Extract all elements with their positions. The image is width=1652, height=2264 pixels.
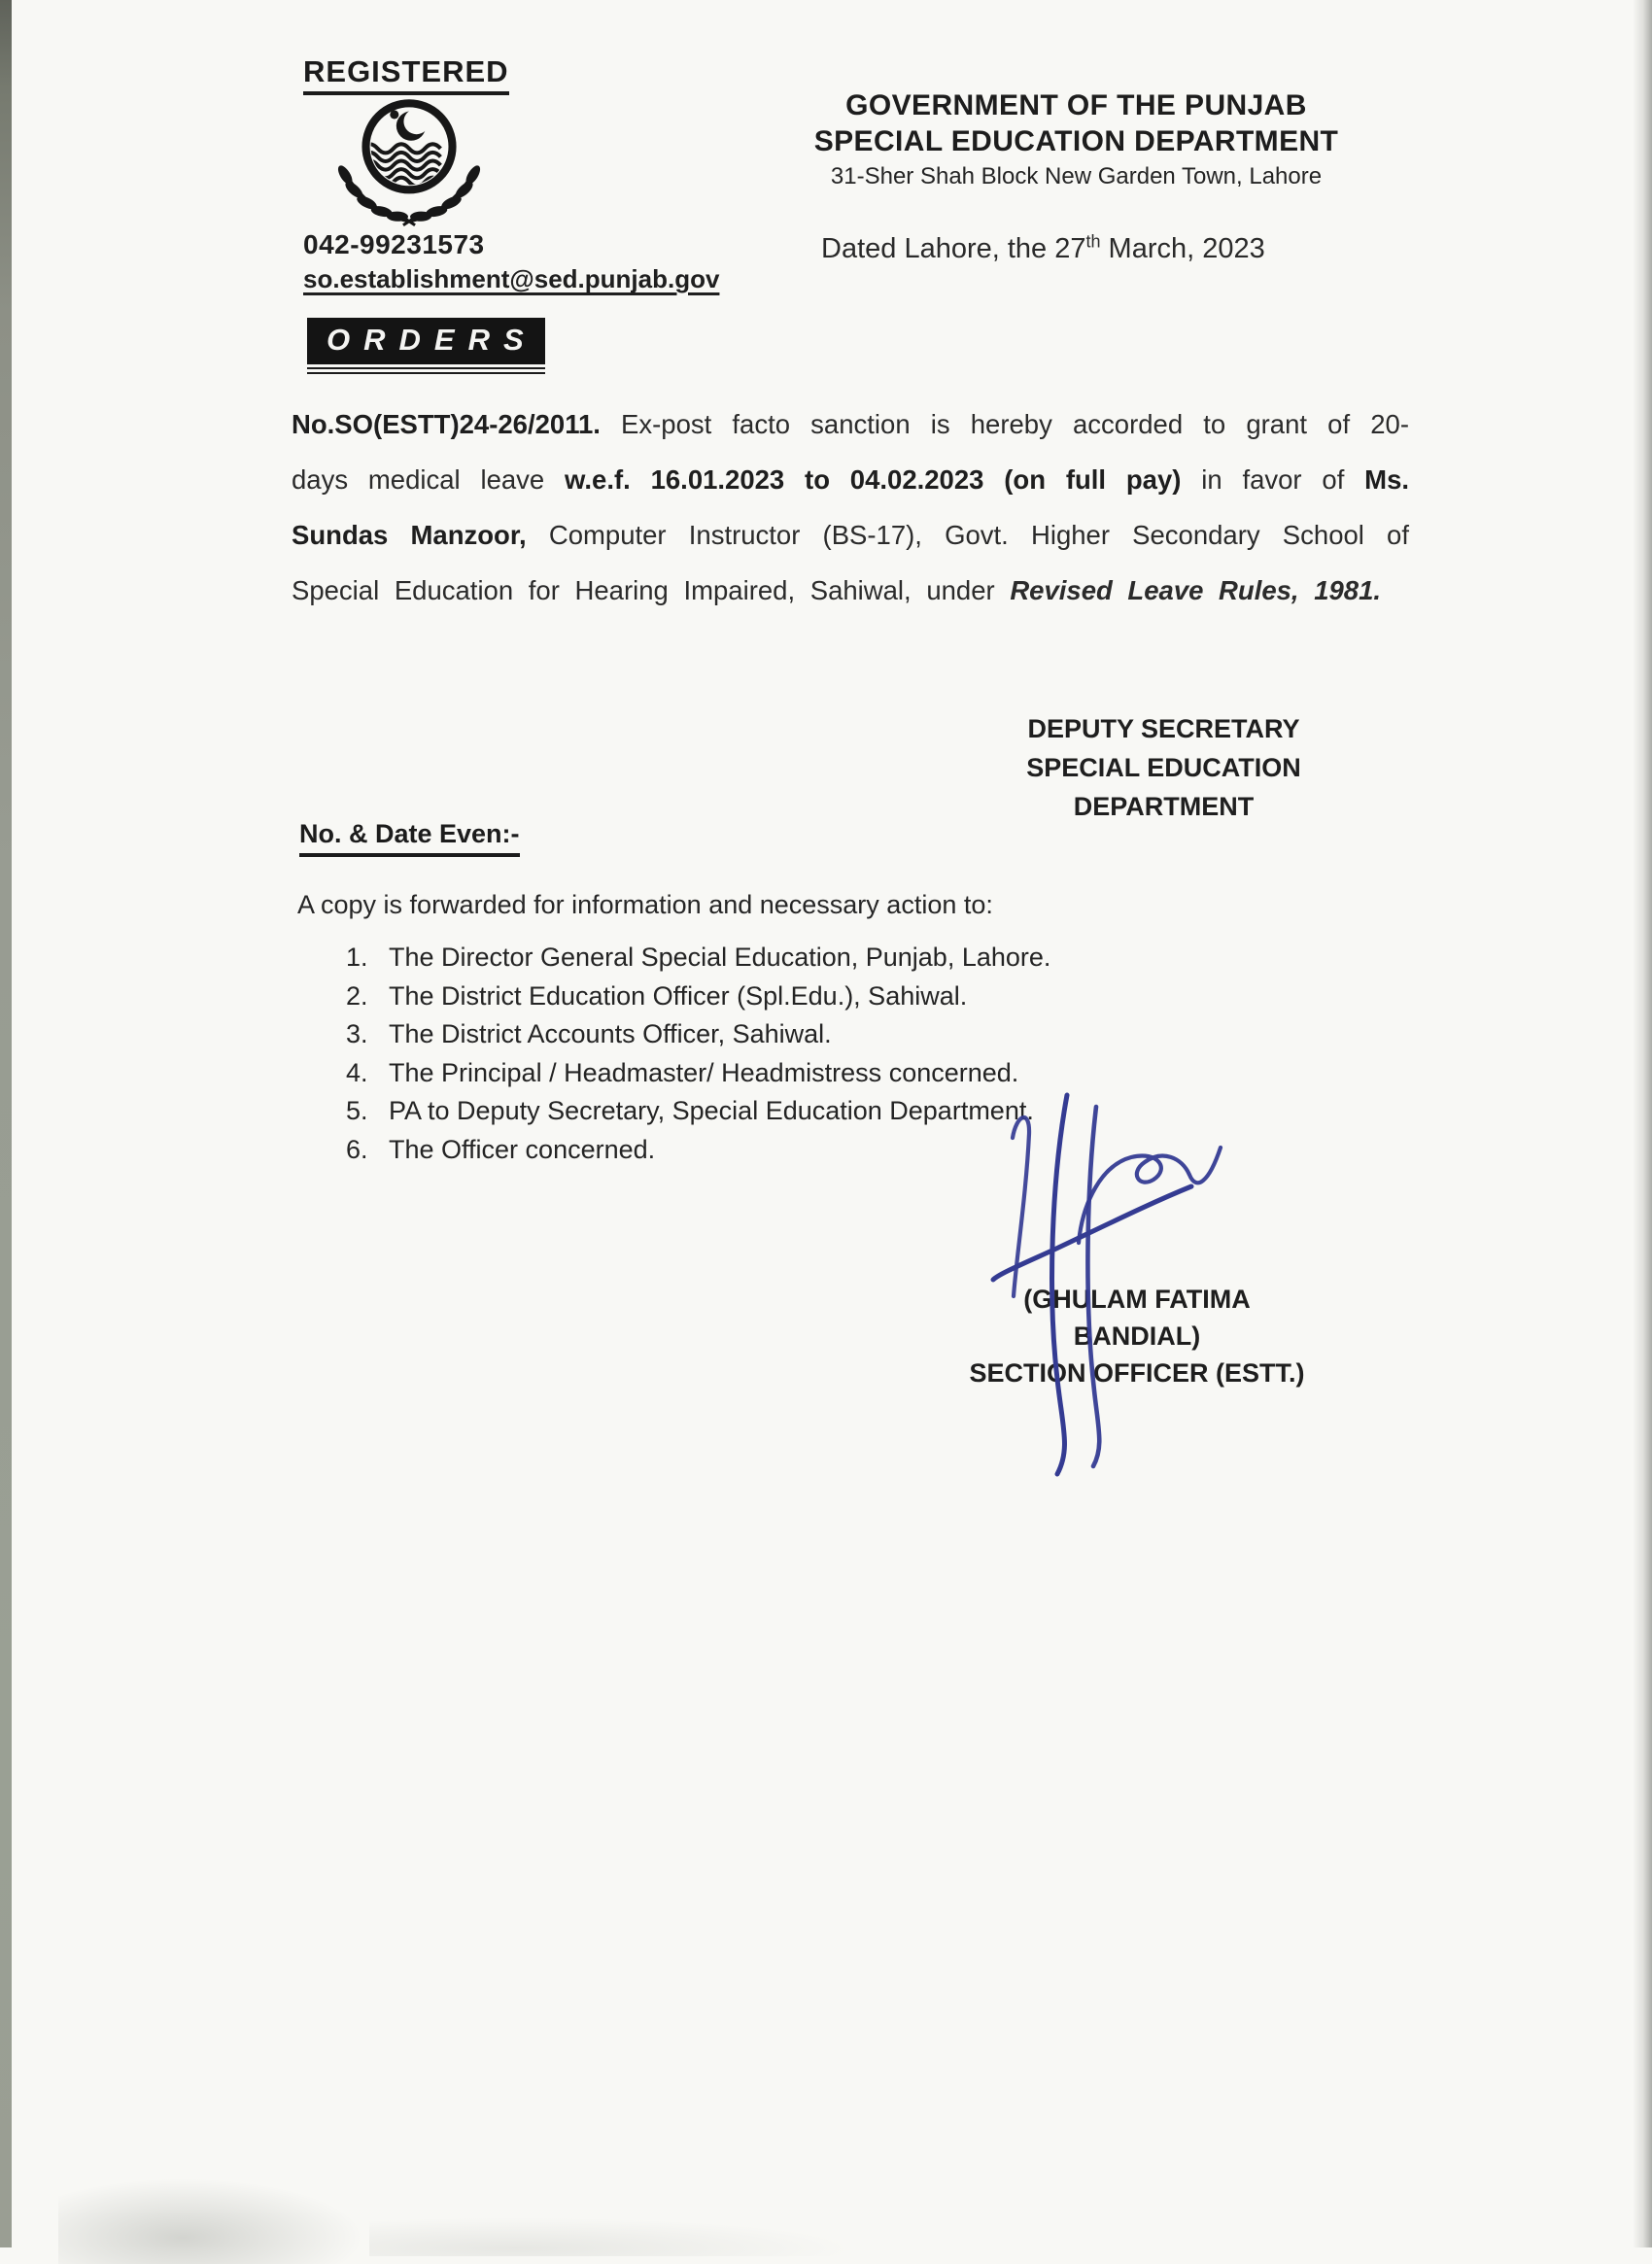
order-reference-number: No.SO(ESTT)24-26/2011. [292, 409, 601, 439]
list-item-number: 3. [346, 1019, 368, 1048]
signature-ink [983, 1086, 1236, 1482]
list-item-number: 5. [346, 1096, 368, 1125]
list-item-number: 1. [346, 943, 368, 972]
list-item-text: PA to Deputy Secretary, Special Education Department. [389, 1096, 1034, 1125]
order-text-2: in favor of [1181, 464, 1365, 495]
authority-line-2: SPECIAL EDUCATION [1026, 753, 1301, 782]
order-leave-rules: Revised Leave Rules, 1981. [1010, 575, 1382, 605]
scan-edge-right-shadow [1633, 0, 1652, 2247]
signatory-name: (GHULAM FATIMA BANDIAL) [1023, 1285, 1251, 1351]
order-paragraph [292, 396, 1409, 618]
order-text-3: Computer Instructor (BS-17), Govt. Higher Secondary School of Special Education for Hearing Impaired, Sahiwal, under [292, 520, 1409, 605]
punjab-emblem-icon [325, 91, 492, 234]
list-item [346, 978, 1318, 1016]
list-item [346, 939, 1318, 978]
no-and-date-label: No. & Date Even:- [299, 819, 520, 857]
list-item-text: The Director General Special Education, Punjab, Lahore. [389, 943, 1051, 972]
list-item-number: 2. [346, 980, 368, 1011]
scan-smudge-bottom-left [58, 2177, 369, 2264]
authority-line-3: DEPARTMENT [1073, 792, 1255, 821]
date-ordinal-superscript: th [1085, 231, 1101, 252]
order-text-1: Ex-post facto sanction is hereby accorded to grant of 20-days medical leave [292, 409, 1409, 495]
registered-label: REGISTERED [303, 54, 509, 95]
list-item-text: The Principal / Headmaster/ Headmistress concerned. [389, 1057, 1019, 1087]
list-item-text: The District Education Officer (Spl.Edu.), Sahiwal. [389, 980, 968, 1011]
letter-date [821, 233, 1265, 265]
department-address: 31-Sher Shah Block New Garden Town, Lahore [830, 163, 1323, 189]
signatory-title: SECTION OFFICER (ESTT.) [969, 1358, 1305, 1388]
scan-smudge-bottom [369, 2217, 855, 2256]
orders-heading: ORDERS [307, 318, 545, 364]
department-title: SPECIAL EDUCATION DEPARTMENT [813, 125, 1339, 157]
date-prefix: Dated Lahore, the 27 [821, 233, 1086, 264]
list-item-number: 6. [346, 1134, 368, 1164]
list-item [346, 1015, 1318, 1054]
order-employee-name: Ms. Sundas Manzoor, [292, 464, 1409, 550]
orders-heading-underline [307, 318, 545, 374]
phone-number: 042-99231573 [303, 229, 485, 259]
list-item-number: 4. [346, 1057, 368, 1087]
list-item-text: The District Accounts Officer, Sahiwal. [389, 1019, 832, 1048]
letterhead [773, 89, 1380, 190]
list-item-text: The Officer concerned. [389, 1134, 656, 1164]
order-leave-dates: w.e.f. 16.01.2023 to 04.02.2023 (on full pay) [565, 464, 1182, 495]
authority-line-1: DEPUTY SECRETARY [1027, 714, 1300, 743]
email-address: so.establishment@sed.punjab.gov [303, 264, 720, 293]
date-suffix: March, 2023 [1100, 233, 1265, 264]
government-title: GOVERNMENT OF THE PUNJAB [845, 89, 1307, 121]
copy-forwarded-note: A copy is forwarded for information and necessary action to: [297, 890, 993, 919]
approving-authority-block [986, 709, 1341, 826]
scan-edge-left [0, 0, 12, 2247]
